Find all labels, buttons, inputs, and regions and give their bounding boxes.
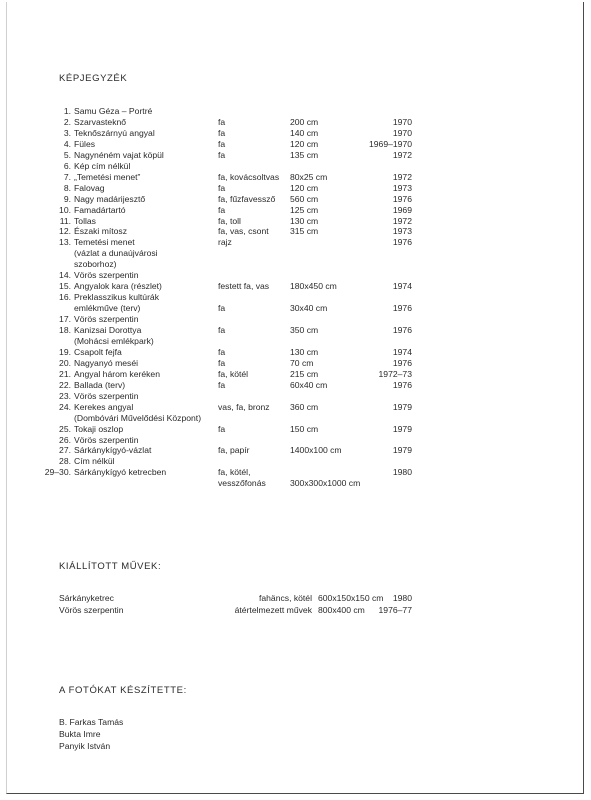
catalog-title: (vázlat a dunaújvárosi — [74, 248, 158, 259]
catalog-number: 21. — [59, 368, 71, 379]
catalog-number: 27. — [59, 445, 71, 456]
catalog-title: Samu Géza – Portré — [74, 106, 153, 116]
catalog-material: fa, kötél, — [218, 467, 251, 478]
catalog-number: 17. — [59, 314, 71, 325]
catalog-year: 1974 — [392, 281, 412, 292]
catalog-year: 1976 — [392, 193, 412, 204]
catalog-year: 1973 — [392, 226, 412, 237]
catalog-number: 10. — [59, 204, 71, 215]
catalog-title: Csapolt fejfa — [74, 346, 122, 357]
photographer-name: Bukta Imre — [59, 729, 101, 739]
catalog-title: Nagyanyó meséi — [74, 357, 139, 368]
catalog-year: 1976 — [392, 237, 412, 248]
catalog-year: 1969–1970 — [368, 138, 412, 149]
catalog-year: 1972–73 — [378, 368, 412, 379]
catalog-material: fa — [218, 204, 226, 215]
catalog-material: fa — [218, 303, 226, 314]
catalog-title: Teknőszárnyú angyal — [74, 127, 155, 138]
catalog-title: Falovag — [74, 182, 105, 193]
catalog-title: Nagynéném vajat köpül — [74, 149, 164, 160]
catalog-year: 1979 — [392, 445, 412, 456]
catalog-number: 11. — [59, 215, 71, 226]
catalog-title: Cím nélkül — [74, 456, 115, 467]
catalog-year: 1976 — [392, 379, 412, 390]
catalog-number: 8. — [63, 182, 71, 193]
exhibited-title: Sárkányketrec — [59, 593, 114, 603]
catalog-title: emlékműve (terv) — [74, 303, 141, 314]
catalog-title: Kanizsai Dorottya — [74, 325, 142, 335]
catalog-year: 1970 — [392, 127, 412, 138]
catalog-size: 560 cm — [290, 193, 319, 204]
exhibited-size: 800x400 cm — [318, 605, 365, 615]
catalog-size: 150 cm — [290, 423, 319, 434]
catalog-size: 1400x100 cm — [290, 445, 342, 456]
catalog-size: 360 cm — [290, 401, 319, 412]
catalog-title: Kép cím nélkül — [74, 160, 131, 171]
catalog-title: Szarvasteknő — [74, 116, 127, 127]
catalog-title: Vörös szerpentin — [74, 390, 139, 401]
catalog-title: Sárkánykígyó ketrecben — [74, 467, 167, 478]
exhibited-row — [0, 592, 591, 604]
catalog-material: fa — [218, 149, 226, 160]
catalog-material: fa, kovácsoltvas — [218, 171, 280, 182]
catalog-year: 1972 — [392, 215, 412, 226]
catalog-size: 130 cm — [290, 215, 319, 226]
catalog-title: Angyalok kara (részlet) — [74, 281, 162, 292]
catalog-size: 120 cm — [290, 182, 319, 193]
catalog-title: Ballada (terv) — [74, 379, 126, 390]
catalog-size: 315 cm — [290, 226, 319, 237]
catalog-year: 1972 — [392, 171, 412, 182]
catalog-number: 29–30. — [44, 467, 71, 478]
catalog-material: fa — [218, 127, 226, 138]
catalog-title: Kerekes angyal — [74, 401, 134, 412]
catalog-number: 13. — [59, 237, 71, 248]
exhibited-size: 600x150x150 cm — [318, 593, 384, 603]
catalog-number: 12. — [59, 226, 71, 237]
catalog-material: vas, fa, bronz — [218, 401, 270, 412]
catalog-size: 300x300x1000 cm — [290, 478, 361, 489]
catalog-title: Vörös szerpentin — [74, 434, 139, 445]
catalog-title: Nagy madárijesztő — [74, 193, 146, 204]
catalog-size: 80x25 cm — [290, 171, 328, 182]
catalog-size: 130 cm — [290, 346, 319, 357]
catalog-material: fa — [218, 423, 226, 434]
catalog-number: 26. — [59, 434, 71, 445]
exhibited-row — [0, 604, 591, 616]
catalog-title: Vörös szerpentin — [74, 314, 139, 325]
catalog-number: 15. — [59, 281, 71, 292]
catalog-year: 1979 — [392, 401, 412, 412]
catalog-row — [0, 477, 591, 489]
catalog-material: fa, toll — [218, 215, 241, 226]
catalog-title: Famadártartó — [74, 204, 126, 215]
catalog-year: 1973 — [392, 182, 412, 193]
catalog-title: szoborhoz) — [74, 259, 117, 270]
catalog-material: fa — [218, 116, 226, 127]
catalog-material: fa — [218, 138, 226, 149]
catalog-heading: KÉPJEGYZÉK — [59, 73, 128, 84]
catalog-number: 22. — [59, 379, 71, 390]
catalog-material: festett fa, vas — [218, 281, 270, 292]
catalog-number: 3. — [63, 127, 71, 138]
exhibited-material: átértelmezett művek — [234, 605, 312, 615]
catalog-number: 24. — [59, 401, 71, 412]
catalog-title: Vörös szerpentin — [74, 270, 139, 281]
catalog-material: fa, papír — [218, 445, 250, 456]
catalog-material: fa — [218, 325, 226, 335]
exhibited-year: 1976–77 — [378, 605, 412, 615]
catalog-title: Tollas — [74, 215, 96, 226]
catalog-title: (Mohácsi emlékpark) — [74, 335, 154, 346]
catalog-year: 1972 — [392, 149, 412, 160]
catalog-title: Tokaji oszlop — [74, 423, 124, 434]
catalog-title: Temetési menet — [74, 237, 135, 248]
catalog-year: 1969 — [392, 204, 412, 215]
catalog-year: 1976 — [392, 303, 412, 314]
catalog-year: 1970 — [392, 116, 412, 127]
catalog-size: 125 cm — [290, 204, 319, 215]
catalog-material: fa — [218, 346, 226, 357]
catalog-size: 350 cm — [290, 325, 319, 335]
catalog-number: 9. — [63, 193, 71, 204]
catalog-material: fa — [218, 357, 226, 368]
photos-heading: A FOTÓKAT KÉSZÍTETTE: — [59, 685, 187, 696]
photographer-name: B. Farkas Tamás — [59, 717, 124, 727]
exhibited-heading: KIÁLLÍTOTT MŰVEK: — [59, 561, 162, 572]
catalog-year: 1979 — [392, 423, 412, 434]
catalog-number: 16. — [59, 292, 71, 303]
catalog-number: 20. — [59, 357, 71, 368]
catalog-size: 180x450 cm — [290, 281, 337, 292]
catalog-material: fa — [218, 182, 226, 193]
catalog-number: 2. — [63, 116, 71, 127]
catalog-number: 28. — [59, 456, 71, 467]
catalog-title: Preklasszikus kultúrák — [74, 292, 160, 303]
catalog-number: 6. — [63, 160, 71, 171]
catalog-material: fa, fűzfavessző — [218, 193, 276, 204]
catalog-size: 215 cm — [290, 368, 319, 379]
catalog-number: 18. — [59, 325, 71, 335]
catalog-material: vesszőfonás — [218, 478, 266, 489]
catalog-size: 140 cm — [290, 127, 319, 138]
catalog-size: 200 cm — [290, 116, 319, 127]
catalog-number: 14. — [59, 270, 71, 281]
catalog-size: 135 cm — [290, 149, 319, 160]
photographer-name: Panyik István — [59, 741, 111, 751]
catalog-year: 1976 — [392, 325, 412, 335]
catalog-year: 1980 — [392, 467, 412, 478]
catalog-title: (Dombóvári Művelődési Központ) — [74, 412, 202, 423]
exhibited-title: Vörös szerpentin — [59, 605, 124, 615]
exhibited-material: fahäncs, kötél — [258, 593, 312, 603]
catalog-title: „Temetési menet” — [74, 171, 141, 182]
catalog-number: 7. — [63, 171, 71, 182]
catalog-number: 23. — [59, 390, 71, 401]
catalog-title: Füles — [74, 138, 96, 149]
catalog-size: 60x40 cm — [290, 379, 328, 390]
catalog-material: rajz — [218, 237, 232, 248]
catalog-number: 5. — [63, 149, 71, 160]
catalog-size: 120 cm — [290, 138, 319, 149]
catalog-number: 1. — [63, 106, 71, 116]
catalog-number: 4. — [63, 138, 71, 149]
catalog-year: 1974 — [392, 346, 412, 357]
catalog-number: 19. — [59, 346, 71, 357]
exhibited-year: 1980 — [392, 593, 412, 603]
catalog-title: Angyal három keréken — [74, 368, 160, 379]
catalog-material: fa, kötél — [218, 368, 249, 379]
catalog-material: fa — [218, 379, 226, 390]
catalog-material: fa, vas, csont — [218, 226, 269, 237]
catalog-size: 70 cm — [290, 357, 314, 368]
catalog-title: Északi mítosz — [74, 226, 128, 237]
catalog-size: 30x40 cm — [290, 303, 328, 314]
catalog-title: Sárkánykígyó-vázlat — [74, 445, 152, 456]
catalog-number: 25. — [59, 423, 71, 434]
catalog-year: 1976 — [392, 357, 412, 368]
